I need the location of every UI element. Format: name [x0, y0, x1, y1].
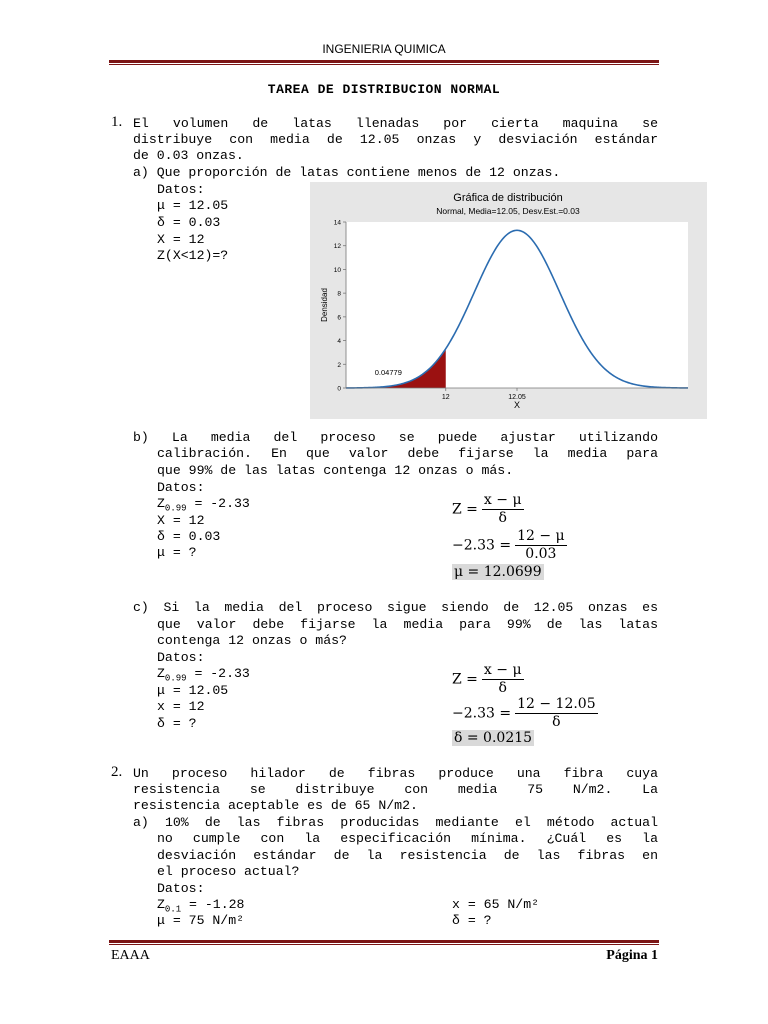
- y-tick-label: 6: [337, 314, 341, 322]
- x-tick-label: 12.05: [508, 394, 526, 401]
- q1b-text-line1: b) La media del proceso se puede ajustar utilizando: [133, 430, 658, 445]
- q1-text-line3: de 0.03 onzas.: [133, 148, 244, 163]
- q1c-formula-sub: [452, 696, 598, 731]
- q1c-result-value: δ = 0.0215: [454, 730, 533, 746]
- q1a-mu: μ = 12.05: [157, 198, 229, 213]
- q2a-z-value: = -1.28: [181, 897, 245, 912]
- y-tick-label: 2: [337, 361, 341, 369]
- q2a-text-line4: el proceso actual?: [157, 864, 300, 879]
- q2a-mu: μ = 75 N/m²: [157, 913, 245, 928]
- distribution-chart: [310, 182, 707, 419]
- q2a-delta: δ = ?: [452, 913, 492, 928]
- header-rule: [109, 60, 659, 63]
- q2a-datos: Datos:: [157, 881, 205, 896]
- q1c-z-value: = -2.33: [186, 666, 250, 681]
- q1b-eq2-num: 12 − μ: [517, 528, 565, 544]
- q1b-text-line2: calibración. En que valor debe fijarse la media para: [157, 446, 658, 461]
- q1c-eq1-den: δ: [498, 680, 507, 696]
- q1b-eq1-num: x − μ: [483, 492, 522, 508]
- q1b-formula-z: [452, 492, 524, 527]
- q1b-result: [452, 564, 544, 580]
- y-tick-label: 8: [337, 290, 341, 298]
- y-tick-label: 4: [337, 338, 341, 346]
- y-tick-label: 12: [333, 243, 341, 251]
- q2a-z-label: Z: [157, 897, 165, 912]
- q1b-z-label: Z: [157, 496, 165, 511]
- x-axis-label: X: [513, 400, 521, 410]
- q2a-x: x = 65 N/m²: [452, 897, 540, 912]
- x-tick-label: 12: [441, 394, 450, 401]
- q2-text-line1: Un proceso hilador de fibras produce una fibra cuya: [133, 766, 658, 781]
- q1c-result: [452, 730, 534, 746]
- q1c-z-sub: 0.99: [164, 673, 187, 684]
- chart-subtitle: Normal, Media=12.05, Desv.Est.=0.03: [436, 206, 580, 216]
- q1b-z-sub: 0.99: [164, 503, 187, 514]
- q1b-formula-sub: [452, 528, 567, 563]
- q1b-eq1-den: δ: [498, 510, 507, 526]
- q1c-mu: μ = 12.05: [157, 683, 229, 698]
- plot-area: [346, 222, 688, 388]
- q1b-eq2-den: 0.03: [525, 546, 557, 562]
- q1c-text-line2: que valor debe fijarse la media para 99% de las latas: [157, 617, 658, 632]
- q1a-datos: Datos:: [157, 182, 205, 197]
- q1b-z-value: = -2.33: [186, 496, 250, 511]
- footer-rule: [109, 940, 659, 943]
- question-1-number: 1.: [111, 114, 123, 130]
- footer-rule-thin: [109, 944, 659, 945]
- q2a-text-line3: desviación estándar de la resistencia de las fibras en: [157, 848, 658, 863]
- q1c-delta: δ = ?: [157, 716, 197, 731]
- footer-page-number: Página 1: [606, 948, 658, 963]
- y-tick-label: 14: [333, 219, 341, 227]
- q1a-x: X = 12: [157, 232, 205, 247]
- distribution-chart-svg: [310, 182, 707, 419]
- q1c-formula-z: [452, 662, 524, 697]
- q1c-eq2-lhs: −2.33 =: [452, 705, 512, 722]
- document-title: TAREA DE DISTRIBUCION NORMAL: [267, 82, 501, 97]
- q1a-text: a) Que proporción de latas contiene menos de 12 onzas.: [133, 165, 561, 180]
- q1c-text-line1: c) Si la media del proceso sigue siendo de 12.05 onzas es: [133, 600, 658, 615]
- page-header: INGENIERIA QUIMICA: [322, 42, 446, 56]
- q1b-mu: μ = ?: [157, 545, 197, 560]
- q1-text-line1: El volumen de latas llenadas por cierta maquina se: [133, 116, 658, 131]
- q1b-x: X = 12: [157, 513, 205, 528]
- shaded-area-label: 0.04779: [374, 368, 402, 378]
- header-rule-thin: [109, 64, 659, 65]
- q2a-text-line1: a) 10% de las fibras producidas mediante el método actual: [133, 815, 658, 830]
- q1c-eq2-num: 12 − 12.05: [517, 696, 596, 712]
- y-axis-label: Densidad: [320, 288, 329, 322]
- footer-author: EAAA: [111, 948, 150, 963]
- q1c-eq1-num: x − μ: [483, 662, 522, 678]
- question-2-number: 2.: [111, 764, 123, 780]
- chart-title: Gráfica de distribución: [453, 192, 563, 204]
- q1b-eq2-lhs: −2.33 =: [452, 537, 512, 554]
- q1a-delta: δ = 0.03: [157, 215, 221, 230]
- q1a-z: Z(X<12)=?: [157, 248, 229, 263]
- q2-text-line3: resistencia aceptable es de 65 N/m2.: [133, 798, 418, 813]
- y-tick-label: 0: [337, 385, 341, 393]
- q1-text-line2: distribuye con media de 12.05 onzas y desviación estándar: [133, 132, 658, 147]
- q1b-result-value: μ = 12.0699: [454, 564, 542, 580]
- q1c-eq2-den: δ: [552, 714, 561, 730]
- q1c-text-line3: contenga 12 onzas o más?: [157, 633, 347, 648]
- q1c-eq1-lhs: Z =: [452, 671, 478, 688]
- y-tick-label: 10: [333, 266, 341, 274]
- q1b-datos: Datos:: [157, 480, 205, 495]
- q2a-z-sub: 0.1: [164, 904, 182, 915]
- q2a-text-line2: no cumple con la especificación mínima. ¿Cuál es la: [157, 831, 658, 846]
- q1c-datos: Datos:: [157, 650, 205, 665]
- q1c-z-label: Z: [157, 666, 165, 681]
- q2-text-line2: resistencia se distribuye con media 75 N/m2. La: [133, 782, 658, 797]
- q1b-text-line3: que 99% de las latas contenga 12 onzas o más.: [157, 463, 514, 478]
- q1b-delta: δ = 0.03: [157, 529, 221, 544]
- q1c-x: x = 12: [157, 699, 205, 714]
- q1b-eq1-lhs: Z =: [452, 501, 478, 518]
